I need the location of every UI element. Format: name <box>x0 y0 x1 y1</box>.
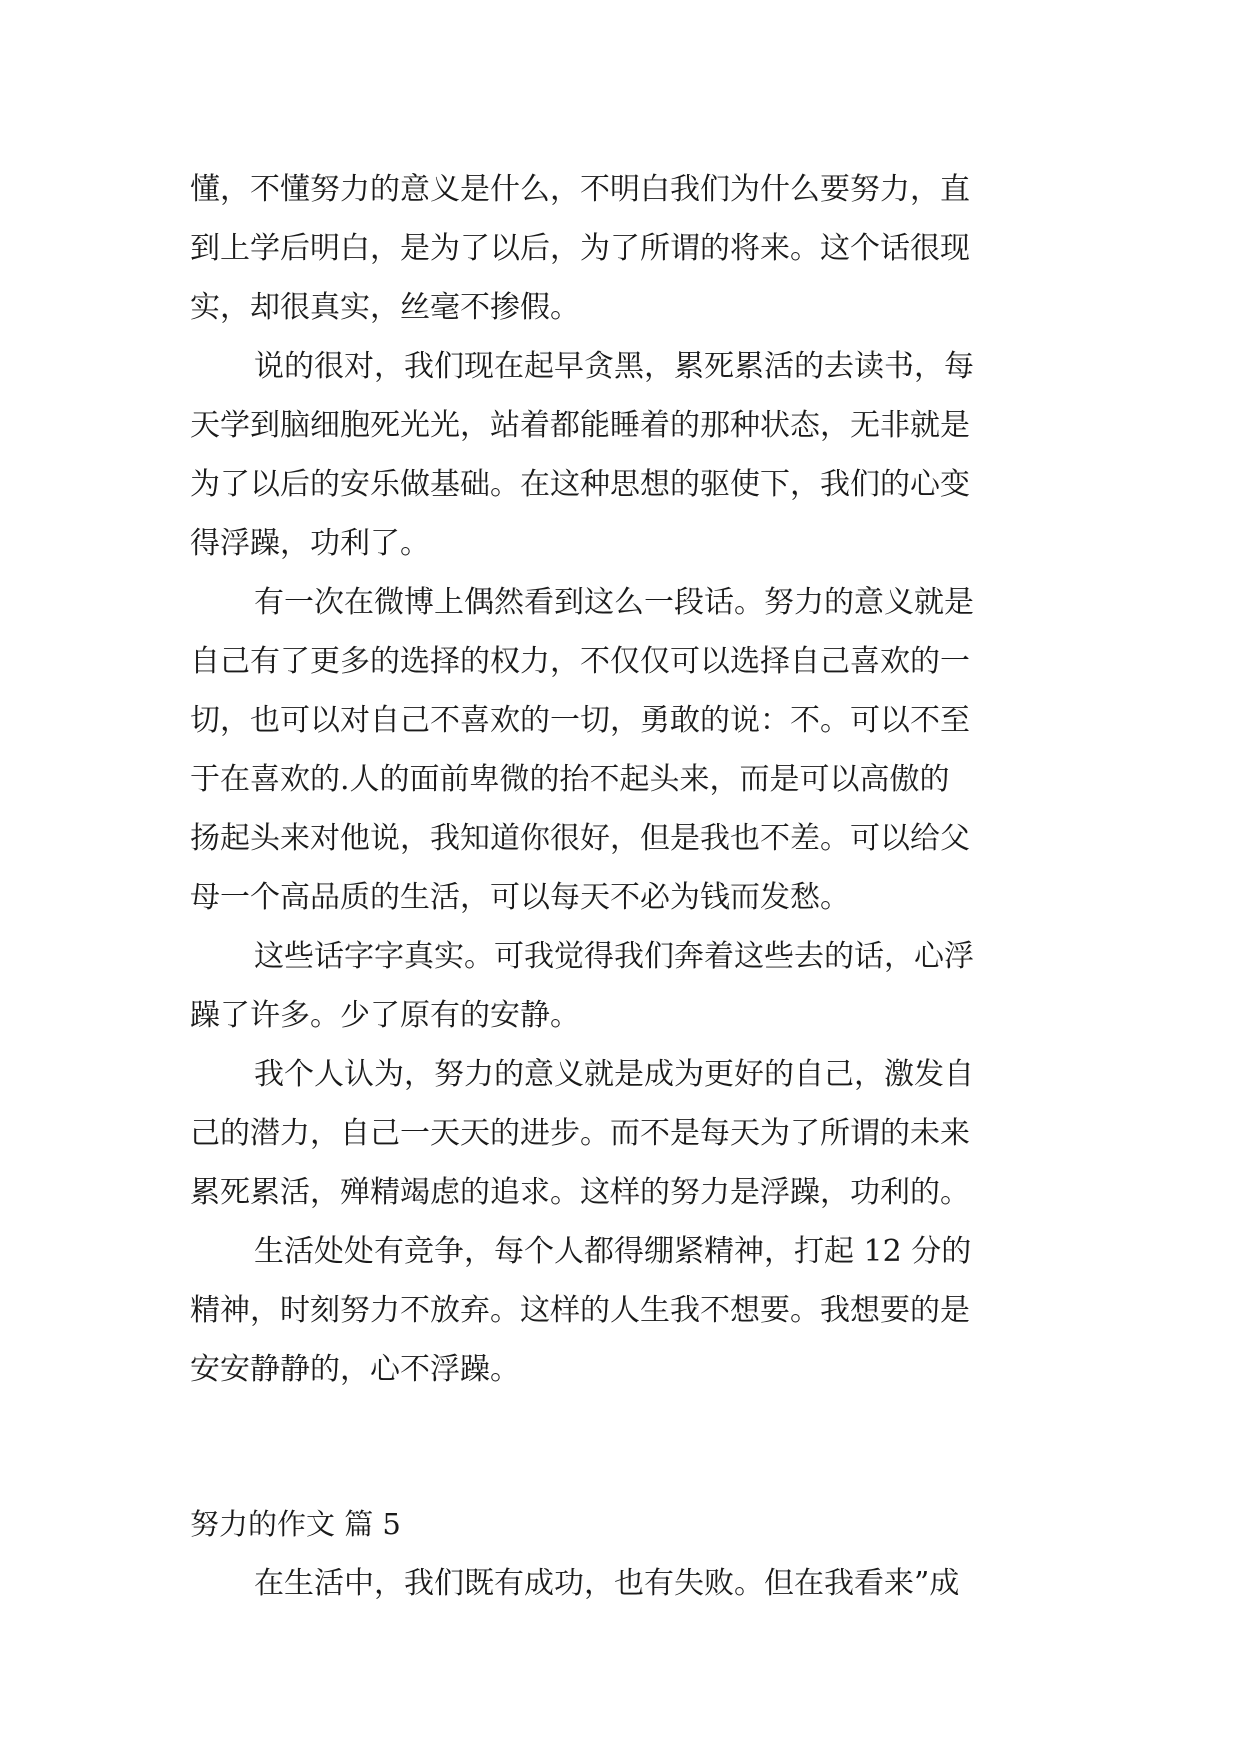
paragraph <box>190 927 1052 1045</box>
text-line: 天学到脑细胞死光光，站着都能睡着的那种状态，无非就是 <box>190 408 970 443</box>
text-line: 累死累活，殚精竭虑的追求。这样的努力是浮躁，功利的。 <box>190 1175 970 1210</box>
text-line: 安安静静的，心不浮躁。 <box>190 1352 520 1387</box>
text-line: 生活处处有竞争，每个人都得绷紧精神，打起 12 分的 <box>254 1234 972 1269</box>
text-line: 躁了许多。少了原有的安静。 <box>190 998 580 1033</box>
text-line: 己的潜力，自己一天天的进步。而不是每天为了所谓的未来 <box>190 1116 970 1151</box>
text-line: 为了以后的安乐做基础。在这种思想的驱使下，我们的心变 <box>190 467 970 502</box>
paragraph <box>190 337 1052 573</box>
paragraph <box>190 1222 1052 1399</box>
section-heading: 努力的作文 篇 5 <box>190 1507 401 1541</box>
text-line: 自己有了更多的选择的权力，不仅仅可以选择自己喜欢的一 <box>190 644 970 679</box>
text-line: 有一次在微博上偶然看到这么一段话。努力的意义就是 <box>254 585 974 620</box>
text-line: 母一个高品质的生活，可以每天不必为钱而发愁。 <box>190 880 850 915</box>
text-line: 懂，不懂努力的意义是什么，不明白我们为什么要努力，直 <box>190 172 970 207</box>
text-line: 实，却很真实，丝毫不掺假。 <box>190 290 580 325</box>
text-line: 于在喜欢的.人的面前卑微的抬不起头来，而是可以高傲的 <box>190 762 950 797</box>
text-line: 这些话字字真实。可我觉得我们奔着这些去的话，心浮 <box>254 939 974 974</box>
paragraph <box>190 1045 1052 1222</box>
text-line: 到上学后明白，是为了以后，为了所谓的将来。这个话很现 <box>190 231 970 266</box>
section-gap <box>190 1399 1052 1495</box>
text-line: 说的很对，我们现在起早贪黑，累死累活的去读书，每 <box>254 349 974 384</box>
text-line: 切，也可以对自己不喜欢的一切，勇敢的说：不。可以不至 <box>190 703 970 738</box>
text-line: 扬起头来对他说，我知道你很好，但是我也不差。可以给父 <box>190 821 970 856</box>
section <box>190 1495 1052 1613</box>
text-line: 精神，时刻努力不放弃。这样的人生我不想要。我想要的是 <box>190 1293 970 1328</box>
text-line: 在生活中，我们既有成功，也有失败。但在我看来”成 <box>254 1566 960 1601</box>
document-body <box>190 160 1052 1613</box>
text-line: 我个人认为，努力的意义就是成为更好的自己，激发自 <box>254 1057 974 1092</box>
text-line: 得浮躁，功利了。 <box>190 526 430 561</box>
paragraph <box>190 160 1052 337</box>
paragraph <box>190 573 1052 927</box>
